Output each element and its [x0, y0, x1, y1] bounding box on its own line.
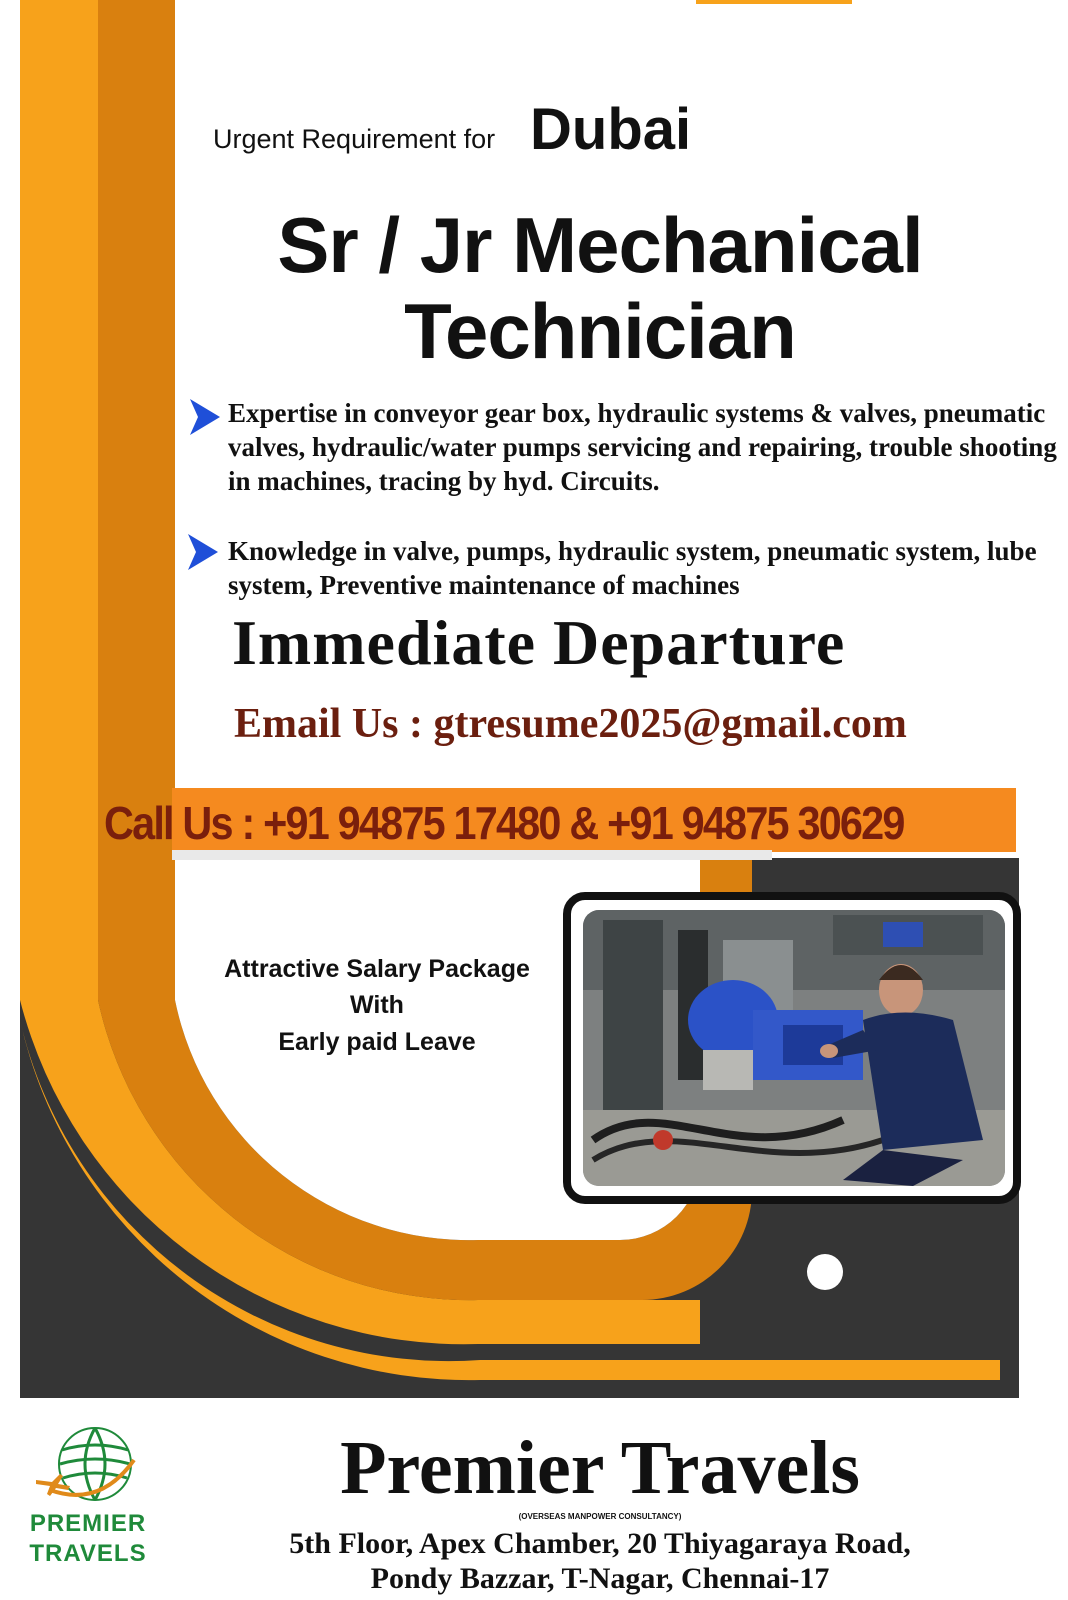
company-tagline: (OVERSEAS MANPOWER CONSULTANCY) — [518, 1512, 682, 1521]
address-line-1: 5th Floor, Apex Chamber, 20 Thiyagaraya Road, — [289, 1527, 911, 1560]
requirement-item-2: Knowledge in valve, pumps, hydraulic system, pneumatic system, lube system, Preventive maintenance of machines — [228, 536, 1037, 600]
job-title-line1: Sr / Jr Mechanical — [277, 201, 923, 289]
job-title-line2: Technician — [404, 287, 796, 375]
location-title: Dubai — [530, 97, 692, 162]
address-line-2: Pondy Bazzar, T-Nagar, Chennai-17 — [370, 1562, 830, 1595]
email-contact[interactable]: Email Us : gtresume2025@gmail.com — [234, 701, 907, 747]
chevron-bullet-icon — [186, 532, 220, 572]
call-bar-shadow — [172, 850, 772, 860]
globe-plane-logo-icon — [30, 1420, 140, 1510]
company-name: Premier Travels — [340, 1426, 860, 1510]
benefit-line-1: Attractive Salary Package — [224, 955, 530, 983]
logo-text-line1: PREMIER — [29, 1510, 147, 1537]
white-dot — [807, 1254, 843, 1290]
requirement-item-1: Expertise in conveyor gear box, hydraulic systems & valves, pneumatic valves, hydraulic/water pumps servicing and repairing, trouble shooting in machines, tracing by hyd. Circuits. — [228, 398, 1057, 496]
benefit-line-3: Early paid Leave — [278, 1028, 476, 1056]
phone-contact[interactable]: Call Us : +91 94875 17480 & +91 94875 30629 — [104, 797, 904, 849]
chevron-bullet-icon — [188, 397, 222, 437]
logo-text-line2: TRAVELS — [29, 1540, 147, 1567]
departure-heading: Immediate Departure — [232, 607, 846, 678]
benefit-line-2: With — [350, 991, 404, 1019]
urgent-prefix: Urgent Requirement for — [213, 124, 496, 154]
technician-photo — [583, 910, 1005, 1186]
top-accent-bar — [696, 0, 852, 4]
